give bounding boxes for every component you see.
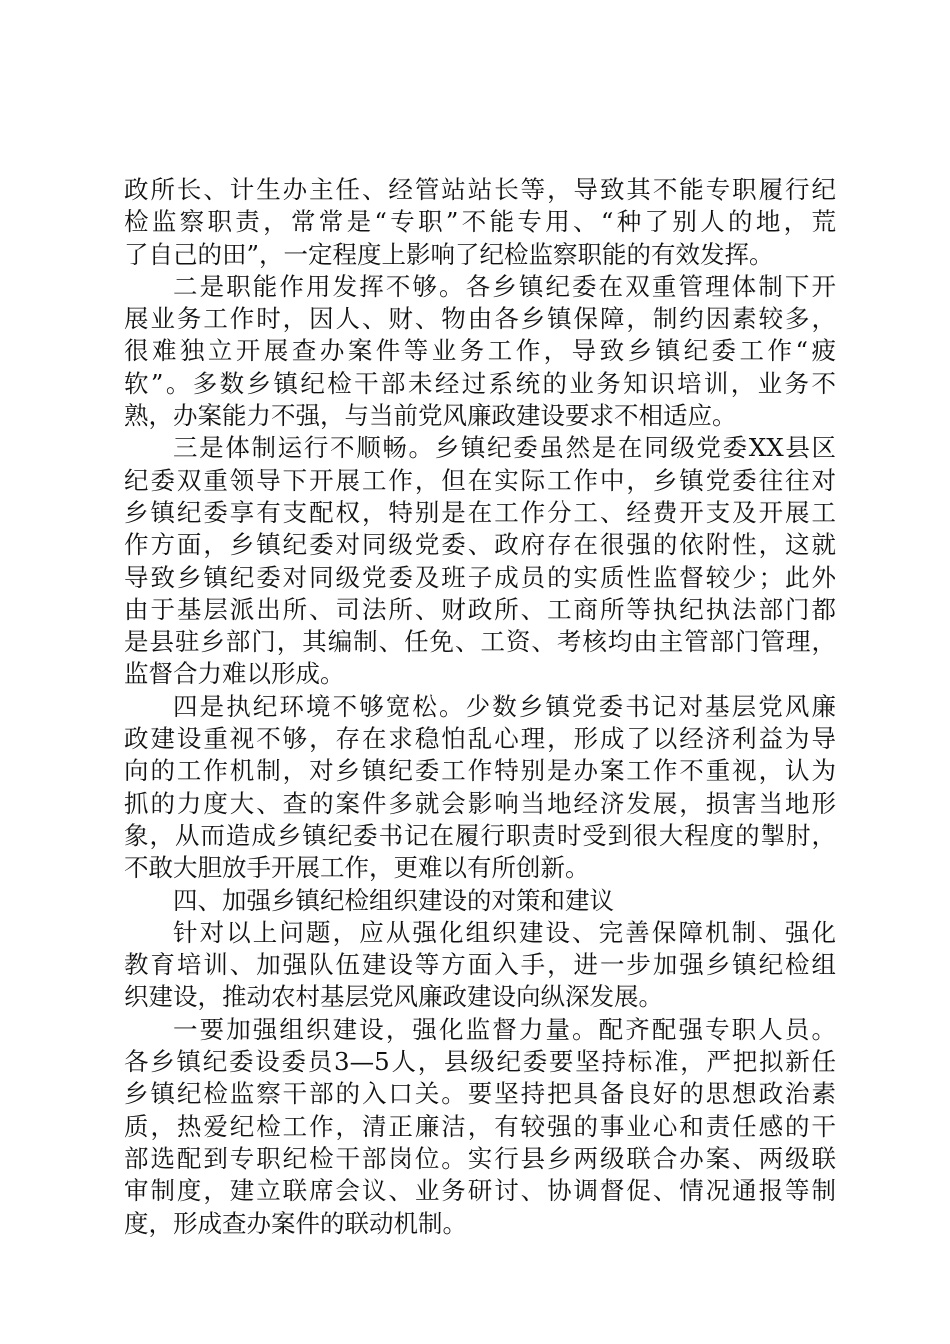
text-line: 乡镇纪检监察干部的入口关。要坚持把具备良好的思想政治素 <box>124 1079 836 1109</box>
text-line: 质，热爱纪检工作，清正廉洁，有较强的事业心和责任感的干 <box>124 1111 836 1141</box>
text-line: 纪委双重领导下开展工作，但在实际工作中，乡镇党委往往对 <box>124 465 836 495</box>
text-line: 四、加强乡镇纪检组织建设的对策和建议 <box>173 885 614 915</box>
text-line: 熟，办案能力不强，与当前党风廉政建设要求不相适应。 <box>124 401 737 431</box>
text-line: 度，形成查办案件的联动机制。 <box>124 1208 467 1238</box>
text-line: 乡镇纪委享有支配权，特别是在工作分工、经费开支及开展工 <box>124 497 836 527</box>
text-line: 部选配到专职纪检干部岗位。实行县乡两级联合办案、两级联 <box>124 1143 836 1173</box>
text-line: 监督合力难以形成。 <box>124 659 345 689</box>
text-line: 展业务工作时，因人、财、物由各乡镇保障，制约因素较多， <box>124 304 836 334</box>
text-line: 是县驻乡部门，其编制、任免、工资、考核均由主管部门管理， <box>124 627 836 657</box>
text-line: 象，从而造成乡镇纪委书记在履行职责时受到很大程度的掣肘， <box>124 820 836 850</box>
text-line: 各乡镇纪委设委员3—5人，县级纪委要坚持标准，严把拟新任 <box>124 1047 836 1077</box>
text-line: 织建设，推动农村基层党风廉政建设向纵深发展。 <box>124 982 663 1012</box>
text-line: 抓的力度大、查的案件多就会影响当地经济发展，损害当地形 <box>124 788 836 818</box>
text-line: 教育培训、加强队伍建设等方面入手，进一步加强乡镇纪检组 <box>124 950 836 980</box>
text-line: 导致乡镇纪委对同级党委及班子成员的实质性监督较少；此外 <box>124 562 836 592</box>
text-line: 二是职能作用发挥不够。各乡镇纪委在双重管理体制下开 <box>173 271 836 301</box>
text-line: 四是执纪环境不够宽松。少数乡镇党委书记对基层党风廉 <box>173 691 836 721</box>
text-line: 很难独立开展查办案件等业务工作，导致乡镇纪委工作“疲 <box>124 336 836 366</box>
text-line: 软”。多数乡镇纪检干部未经过系统的业务知识培训，业务不 <box>124 368 836 398</box>
text-line: 政建设重视不够，存在求稳怕乱心理，形成了以经济利益为导 <box>124 724 836 754</box>
text-line: 不敢大胆放手开展工作，更难以有所创新。 <box>124 853 590 883</box>
text-line: 三是体制运行不顺畅。乡镇纪委虽然是在同级党委XX县区 <box>173 433 836 463</box>
text-line: 审制度，建立联席会议、业务研讨、协调督促、情况通报等制 <box>124 1176 836 1206</box>
text-line: 政所长、计生办主任、经管站站长等，导致其不能专职履行纪 <box>124 175 836 204</box>
text-line: 检监察职责，常常是“专职”不能专用、“种了别人的地，荒 <box>124 207 836 237</box>
text-line: 作方面，乡镇纪委对同级党委、政府存在很强的依附性，这就 <box>124 530 836 560</box>
text-line: 针对以上问题，应从强化组织建设、完善保障机制、强化 <box>173 917 836 947</box>
text-line: 由于基层派出所、司法所、财政所、工商所等执纪执法部门都 <box>124 594 836 624</box>
text-line: 一要加强组织建设，强化监督力量。配齐配强专职人员。 <box>173 1014 836 1044</box>
text-line: 向的工作机制，对乡镇纪委工作特别是办案工作不重视，认为 <box>124 756 836 786</box>
document-page <box>124 174 836 1240</box>
text-line: 了自己的田”，一定程度上影响了纪检监察职能的有效发挥。 <box>124 239 774 269</box>
